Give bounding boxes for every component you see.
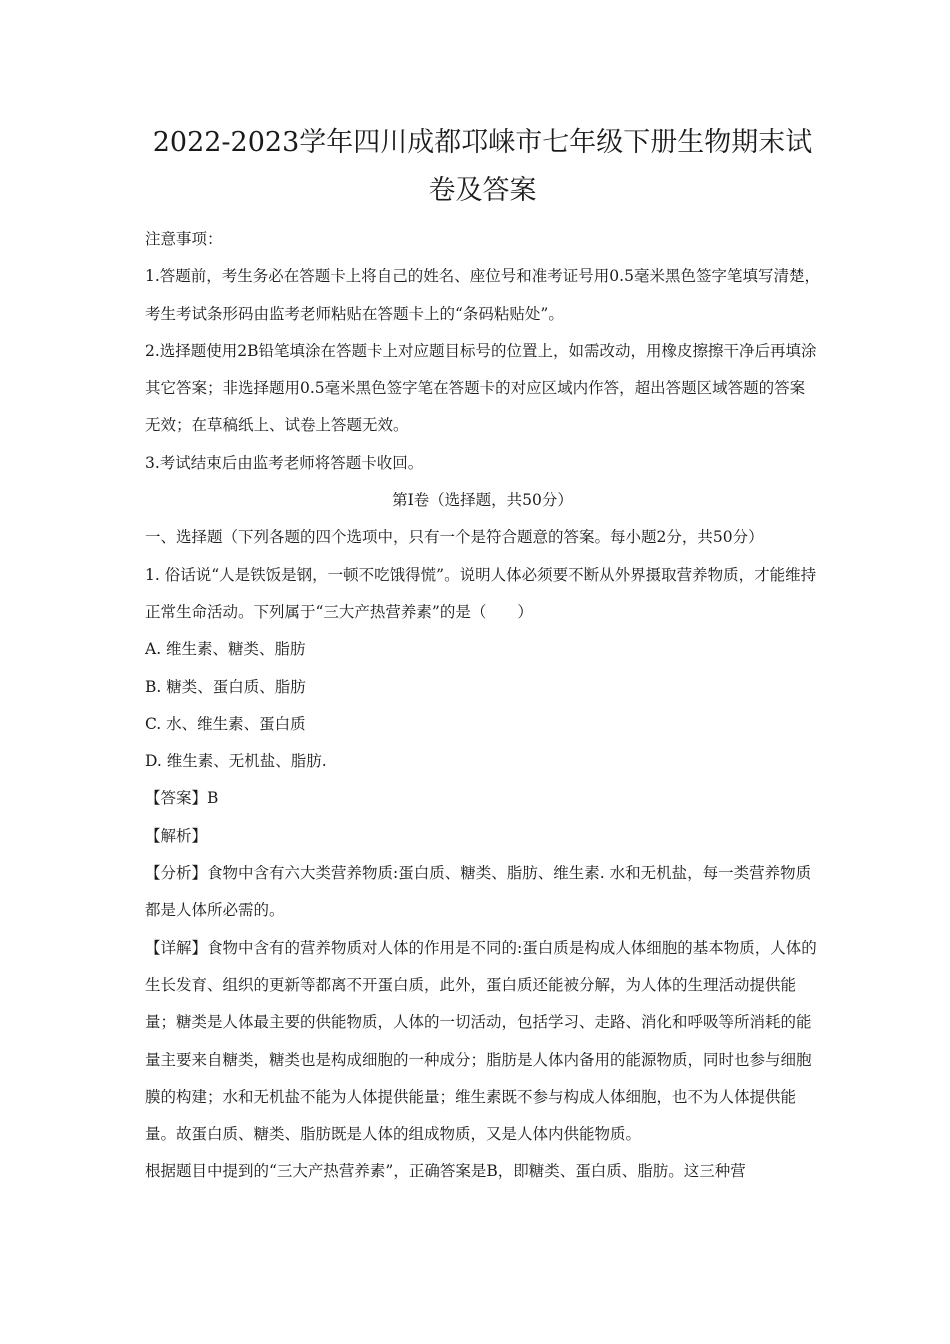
question-1-stem: 1. 俗话说“人是铁饭是钢，一顿不吃饿得慌”。说明人体必须要不断从外界摄取营养物质，才能维持正常生命活动。下列属于“三大产热营养素”的是（ ） bbox=[145, 565, 817, 621]
notice-heading: 注意事项： bbox=[145, 230, 223, 248]
notice-item-1: 1.答题前，考生务必在答题卡上将自己的姓名、座位号和准考证号用0.5毫米黑色签字笔填写清楚，考生考试条形码由监考老师粘贴在答题卡上的“条码粘贴处”。 bbox=[145, 267, 820, 323]
part-title: 一、选择题（下列各题的四个选项中，只有一个是符合题意的答案。每小题2分，共50分） bbox=[145, 528, 764, 547]
document-title: 2022-2023学年四川成都邛崃市七年级下册生物期末试卷及答案 bbox=[152, 127, 813, 206]
detail-paragraph: 【详解】食物中含有的营养物质对人体的作用是不同的:蛋白质是构成人体细胞的基本物质，人体的生长发育、组织的更新等都离不开蛋白质，此外，蛋白质还能被分解，为人体的生理活动提供能量；糖类是人体最主要的供能物质，人体的一切活动，包括学习、走路、消化和呼吸等所消耗的能量主要来自糖类，糖类也是构成细胞的一种成分；脂肪是人体内备用的能源物质，同时也参与细胞膜的构建；水和无机盐不能为人体提供能量；维生素既不参与构成人体细胞，也不为人体提供能量。故蛋白质、糖类、脂肪既是人体的组成物质，又是人体内供能物质。 bbox=[145, 938, 817, 1144]
analysis-heading: 【解析】 bbox=[145, 826, 208, 845]
question-1-answer: 【答案】B bbox=[145, 789, 219, 808]
section-title: 第Ⅰ卷（选择题，共50分） bbox=[392, 491, 573, 510]
analysis-paragraph: 【分析】食物中含有六大类营养物质:蛋白质、糖类、脂肪、维生素. 水和无机盐，每一类营养物质都是人体所必需的。 bbox=[145, 864, 812, 920]
notice-item-3: 3.考试结束后由监考老师将答题卡收回。 bbox=[145, 453, 424, 472]
question-1-option-a: A. 维生素、糖类、脂肪 bbox=[145, 640, 306, 659]
question-1-option-c: C. 水、维生素、蛋白质 bbox=[145, 714, 306, 733]
question-1-option-d: D. 维生素、无机盐、脂肪. bbox=[145, 752, 327, 771]
conclusion-paragraph: 根据题目中提到的“三大产热营养素”，正确答案是B，即糖类、蛋白质、脂肪。这三种营 bbox=[145, 1162, 746, 1181]
question-1-option-b: B. 糖类、蛋白质、脂肪 bbox=[145, 677, 306, 696]
notice-item-2: 2.选择题使用2B铅笔填涂在答题卡上对应题目标号的位置上，如需改动，用橡皮擦擦干净后再填涂其它答案；非选择题用0.5毫米黑色签字笔在答题卡的对应区域内作答，超出答题区域答题的答案无效；在草稿纸上、试卷上答题无效。 bbox=[145, 341, 817, 435]
